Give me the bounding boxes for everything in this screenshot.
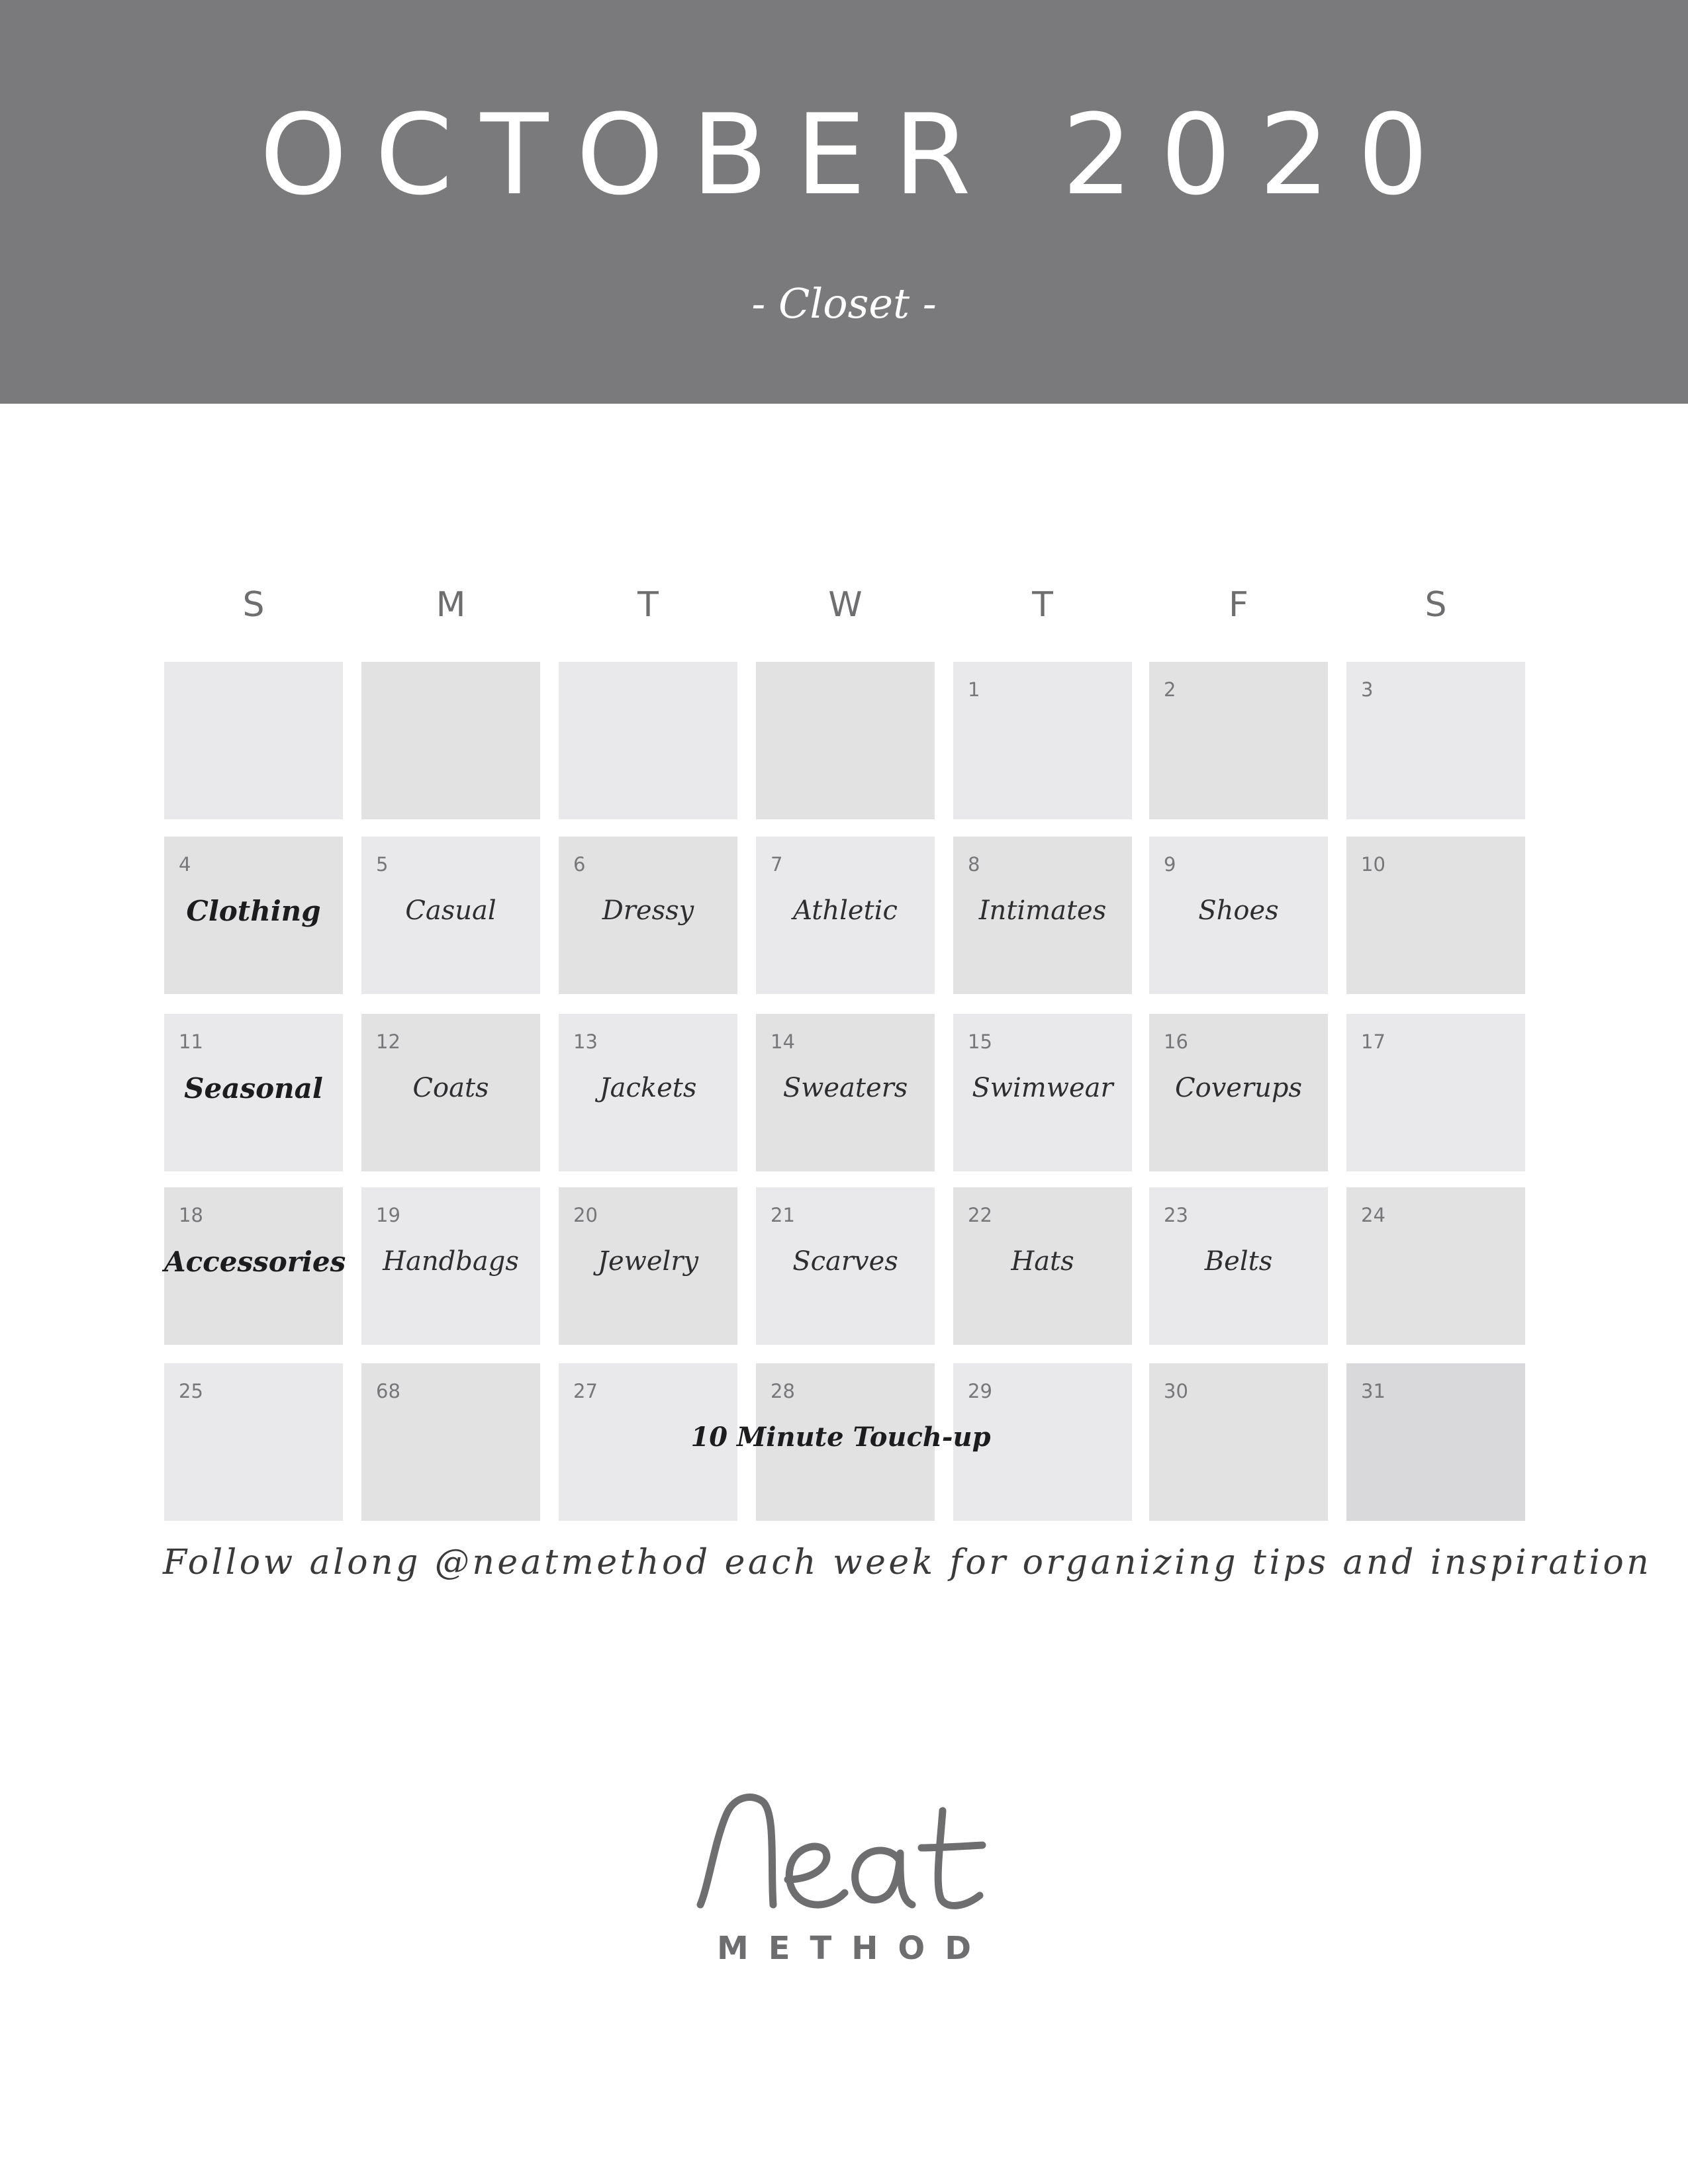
header-banner [0, 0, 1688, 404]
calendar-day-cell [1346, 837, 1525, 994]
day-number: 13 [573, 1030, 598, 1053]
day-number: 20 [573, 1204, 598, 1226]
day-task-label: Dressy [602, 895, 694, 926]
day-number: 1 [968, 678, 980, 701]
day-number: 28 [771, 1380, 795, 1402]
day-number: 2 [1164, 678, 1176, 701]
day-number: 16 [1164, 1030, 1188, 1053]
day-task-label: Hats [1011, 1246, 1074, 1277]
calendar-day-cell [164, 662, 343, 819]
weekday-header: S [1425, 585, 1447, 625]
calendar-day-cell [953, 1187, 1132, 1345]
day-number: 29 [968, 1380, 992, 1402]
day-number: 21 [771, 1204, 795, 1226]
weekday-header: M [436, 585, 466, 625]
day-number: 23 [1164, 1204, 1188, 1226]
calendar-day-cell [756, 1187, 935, 1345]
day-number: 30 [1164, 1380, 1188, 1402]
calendar-day-cell [756, 662, 935, 819]
day-number: 9 [1164, 853, 1176, 876]
day-task-label: Casual [405, 895, 496, 926]
day-number: 68 [376, 1380, 400, 1402]
calendar-day-cell [953, 1014, 1132, 1171]
day-number: 22 [968, 1204, 992, 1226]
day-task-label: Sweaters [782, 1073, 908, 1103]
day-number: 7 [771, 853, 783, 876]
weekday-header: T [1032, 585, 1053, 625]
calendar-day-cell [1149, 1363, 1328, 1521]
month-title: OCTOBER 2020 [259, 90, 1456, 220]
calendar-day-cell [756, 1014, 935, 1171]
day-number: 27 [573, 1380, 598, 1402]
touchup-label: 10 Minute Touch-up [690, 1422, 991, 1453]
method-wordmark: METHOD [716, 1930, 992, 1967]
day-number: 12 [376, 1030, 400, 1053]
calendar-day-cell [1149, 1187, 1328, 1345]
calendar-day-cell [559, 1014, 737, 1171]
calendar-day-cell [1149, 837, 1328, 994]
day-task-label: Handbags [383, 1246, 519, 1277]
day-number: 8 [968, 853, 980, 876]
day-number: 5 [376, 853, 389, 876]
calendar-day-cell [361, 837, 540, 994]
calendar-day-cell [361, 1014, 540, 1171]
weekday-header: W [828, 585, 863, 625]
calendar-day-cell [1346, 662, 1525, 819]
day-task-label: Clothing [186, 895, 321, 927]
day-number: 15 [968, 1030, 992, 1053]
calendar-day-cell [1149, 662, 1328, 819]
day-task-label: Jackets [599, 1073, 697, 1103]
day-number: 4 [179, 853, 191, 876]
weekday-header: T [637, 585, 659, 625]
calendar-day-cell [164, 1187, 346, 1345]
day-task-label: Swimwear [972, 1073, 1113, 1103]
day-number: 31 [1361, 1380, 1385, 1402]
day-task-label: Jewelry [597, 1246, 699, 1277]
footer-note: Follow along @neatmethod each week for organizing tips and inspiration [163, 1543, 1652, 1582]
day-number: 3 [1361, 678, 1374, 701]
calendar-day-cell [559, 662, 737, 819]
weekday-header: S [242, 585, 265, 625]
calendar-day-cell [1346, 1363, 1525, 1521]
day-task-label: Intimates [978, 895, 1107, 926]
day-task-label: Coverups [1175, 1073, 1302, 1103]
calendar-day-cell [1149, 1014, 1328, 1171]
day-task-label: Shoes [1198, 895, 1279, 926]
day-number: 18 [179, 1204, 203, 1226]
calendar-day-cell [1346, 1014, 1525, 1171]
day-task-label: Athletic [793, 895, 898, 926]
day-task-label: Belts [1204, 1246, 1273, 1277]
calendar-subtitle: - Closet - [751, 279, 937, 328]
calendar-day-cell [164, 1014, 343, 1171]
day-number: 11 [179, 1030, 203, 1053]
calendar-day-cell [559, 837, 737, 994]
calendar-day-cell [164, 837, 343, 994]
day-number: 24 [1361, 1204, 1385, 1226]
day-task-label: Accessories [164, 1246, 346, 1278]
calendar-day-cell [1346, 1187, 1525, 1345]
calendar-day-cell [361, 1363, 540, 1521]
day-number: 25 [179, 1380, 203, 1402]
weekday-header: F [1229, 585, 1248, 625]
calendar-day-cell [361, 1187, 540, 1345]
calendar-day-cell [559, 1187, 737, 1345]
calendar-day-cell [953, 662, 1132, 819]
calendar-day-cell [756, 837, 935, 994]
day-task-label: Coats [412, 1073, 489, 1103]
day-number: 17 [1361, 1030, 1385, 1053]
day-number: 10 [1361, 853, 1385, 876]
calendar-day-cell [953, 837, 1132, 994]
neat-script-wordmark [688, 1787, 1006, 1919]
day-number: 19 [376, 1204, 400, 1226]
calendar-day-cell [164, 1363, 343, 1521]
calendar-day-cell [361, 662, 540, 819]
day-number: 6 [573, 853, 586, 876]
day-task-label: Scarves [792, 1246, 898, 1277]
day-number: 14 [771, 1030, 795, 1053]
day-task-label: Seasonal [184, 1072, 323, 1105]
